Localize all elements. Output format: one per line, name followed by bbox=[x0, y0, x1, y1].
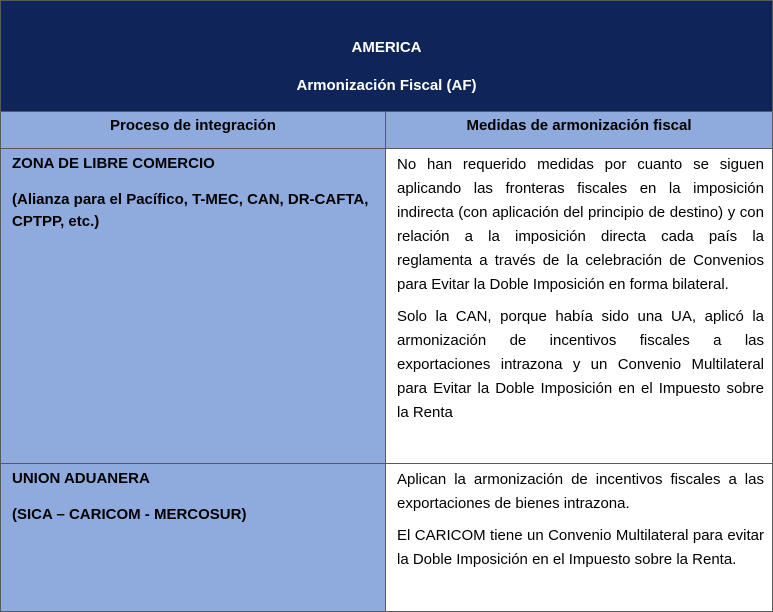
measures-cell-free-trade-zone bbox=[386, 149, 772, 463]
process-members: (SICA – CARICOM - MERCOSUR) bbox=[12, 506, 247, 523]
measure-paragraph: Aplican la armonización de incentivos fiscales a las exportaciones de bienes intrazona. bbox=[397, 471, 764, 512]
column-header-process: Proceso de integración bbox=[1, 111, 386, 149]
measures-cell-customs-union bbox=[386, 463, 772, 611]
measure-paragraph: Solo la CAN, porque había sido una UA, aplicó la armonización de incentivos fiscales a las exportaciones intrazona y un Convenio Multilateral para Evitar la Doble Imposición en el Impuesto sobre la Renta bbox=[397, 308, 764, 421]
process-cell-free-trade-zone bbox=[1, 149, 386, 463]
process-members: (Alianza para el Pacífico, T-MEC, CAN, DR-CAFTA, CPTPP, etc.) bbox=[12, 191, 369, 230]
measure-paragraph: El CARICOM tiene un Convenio Multilateral para evitar la Doble Imposición en el Impuesto sobre la Renta. bbox=[397, 527, 764, 568]
measure-paragraph: No han requerido medidas por cuanto se siguen aplicando las fronteras fiscales en la imposición indirecta (con aplicación del principio de destino) y con relación a la imposición directa cada país la reglamenta a través de la celebración de Convenios para Evitar la Doble Imposición en forma bilateral. bbox=[397, 156, 764, 293]
process-name: UNION ADUANERA bbox=[12, 470, 150, 487]
process-name: ZONA DE LIBRE COMERCIO bbox=[12, 155, 215, 172]
column-header-measures: Medidas de armonización fiscal bbox=[386, 111, 772, 149]
region-title: AMERICA bbox=[351, 39, 422, 56]
table-header bbox=[1, 1, 772, 111]
table-subtitle: Armonización Fiscal (AF) bbox=[296, 77, 477, 94]
process-cell-customs-union bbox=[1, 463, 386, 611]
